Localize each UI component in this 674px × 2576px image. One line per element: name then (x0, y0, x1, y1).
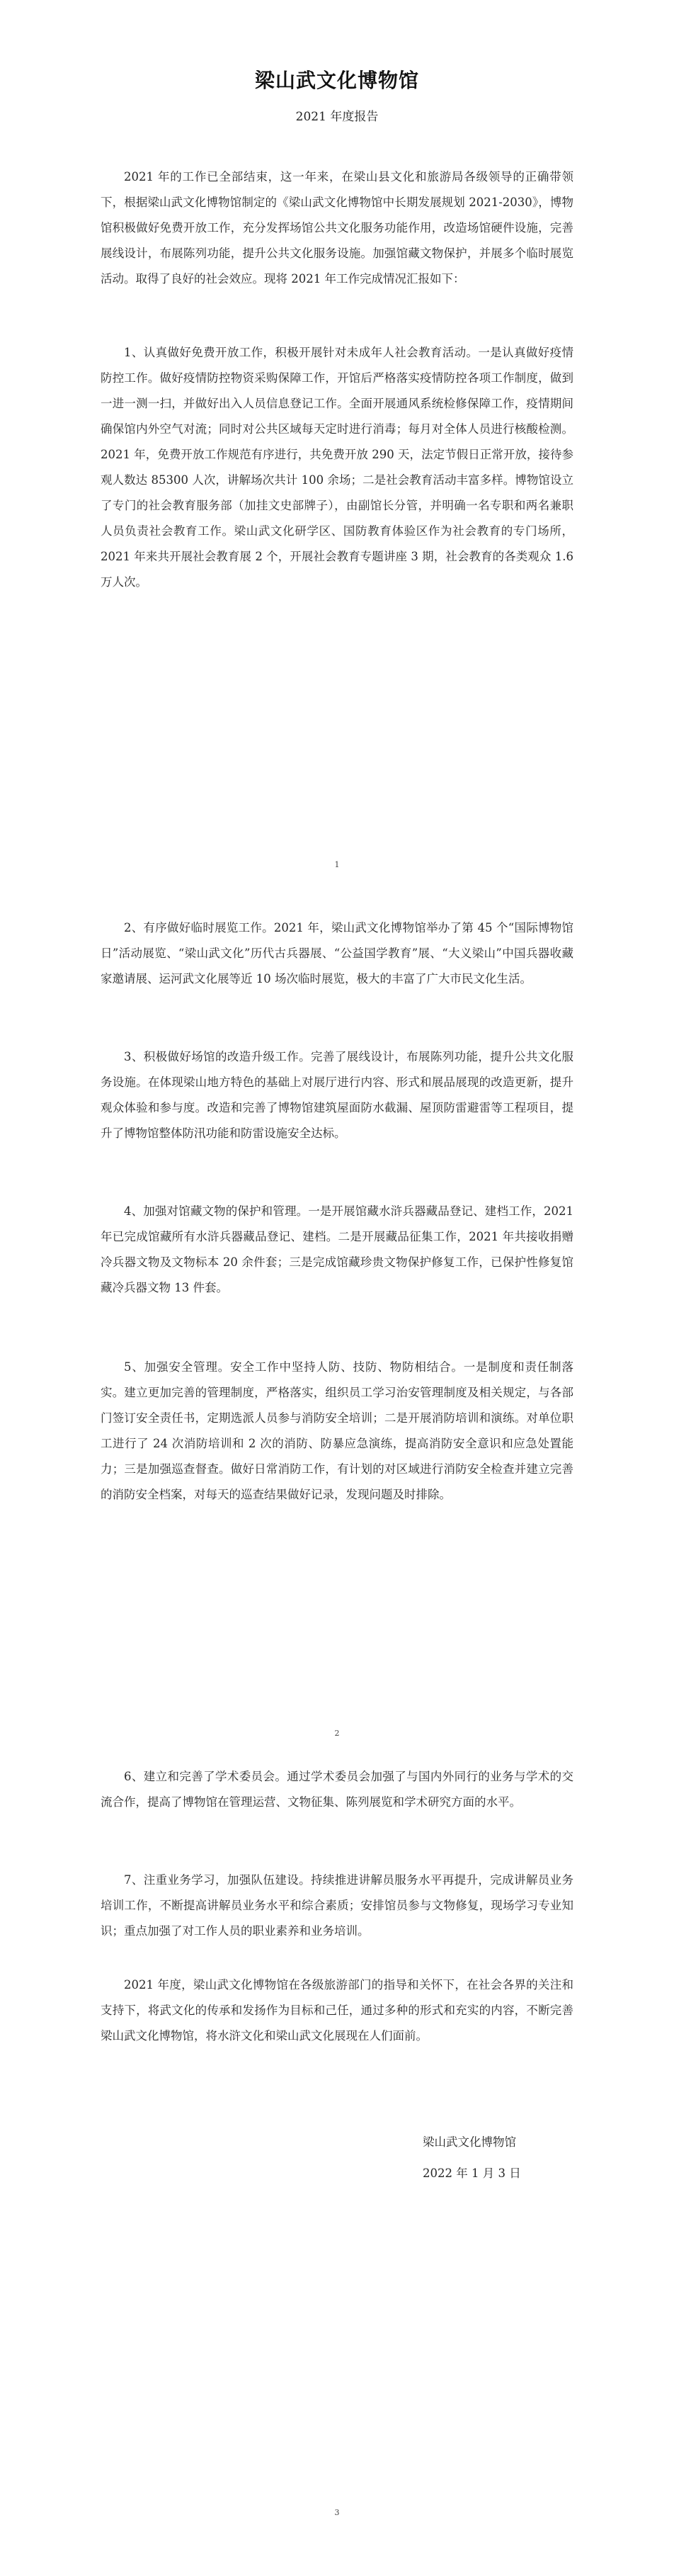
item-2-paragraph: 2、有序做好临时展览工作。2021 年，梁山武文化博物馆举办了第 45 个“国际博物馆日”活动展览、“梁山武文化”历代古兵器展、“公益国学教育”展、“大义梁山”中国兵器收藏家邀请展、运河武文化展等近 10 场次临时展览，极大的丰富了广大市民文化生活。 (101, 921, 573, 985)
signature-date: 2022 年 1 月 3 日 (423, 2167, 521, 2180)
page-number: 2 (334, 1729, 340, 1738)
page-number: 1 (334, 860, 340, 869)
signature-org: 梁山武文化博物馆 (423, 2135, 516, 2149)
item-5-paragraph: 5、加强安全管理。安全工作中坚持人防、技防、物防相结合。一是制度和责任制落实。建立更加完善的管理制度，严格落实，组织员工学习治安管理制度及相关规定，与各部门签订安全责任书，定期选派人员参与消防安全培训；二是开展消防培训和演练。对单位职工进行了 24 次消防培训和 2 次的消防、防暴应急演练，提高消防安全意识和应急处置能力；三是加强巡查督查。做好日常消防工作，有计划的对区域进行消防安全检查并建立完善的消防安全档案，对每天的巡查结果做好记录，发现问题及时排除。 (101, 1360, 573, 1501)
document-title: 梁山武文化博物馆 (254, 69, 419, 92)
page-number: 3 (334, 2508, 340, 2517)
closing-paragraph: 2021 年度，梁山武文化博物馆在各级旅游部门的指导和关怀下，在社会各界的关注和支持下，将武文化的传承和发扬作为目标和己任，通过多种的形式和充实的内容，不断完善梁山武文化博物馆，将水浒文化和梁山武文化展现在人们面前。 (101, 1978, 573, 2043)
item-7-paragraph: 7、注重业务学习，加强队伍建设。持续推进讲解员服务水平再提升，完成讲解员业务培训工作，不断提高讲解员业务水平和综合素质；安排馆员参与文物修复，现场学习专业知识；重点加强了对工作人员的职业素养和业务培训。 (101, 1873, 573, 1938)
item-1-paragraph: 1、认真做好免费开放工作，积极开展针对未成年人社会教育活动。一是认真做好疫情防控工作。做好疫情防控物资采购保障工作，开馆后严格落实疫情防控各项工作制度，做到一进一测一扫，并做好出入人员信息登记工作。全面开展通风系统检修保障工作，疫情期间确保馆内外空气对流；同时对公共区域每天定时进行消毒；每月对全体人员进行核酸检测。2021 年，免费开放工作规范有序进行，共免费开放 290 天，法定节假日正常开放，接待参观人数达 85300 人次，讲解场次共计 100 余场；二是社会教育活动丰富多样。博物馆设立了专门的社会教育服务部（加挂文史部牌子），由副馆长分管，并明确一名专职和两名兼职人员负责社会教育工作。梁山武文化研学区、国防教育体验区作为社会教育的专门场所，2021 年来共开展社会教育展 2 个，开展社会教育专题讲座 3 期，社会教育的各类观众 1.6 万人次。 (101, 346, 573, 589)
document-subtitle: 2021 年度报告 (295, 110, 379, 124)
intro-paragraph: 2021 年的工作已全部结束，这一年来，在梁山县文化和旅游局各级领导的正确带领下，根据梁山武文化博物馆制定的《梁山武文化博物馆中长期发展规划 2021-2030》，博物馆积极做好免费开放工作，充分发挥场馆公共文化服务功能作用，改造场馆硬件设施，完善展线设计，布展陈列功能，提升公共文化服务设施。加强馆藏文物保护，并展多个临时展览活动。取得了良好的社会效应。现将 2021 年工作完成情况汇报如下： (101, 170, 573, 286)
item-6-paragraph: 6、建立和完善了学术委员会。通过学术委员会加强了与国内外同行的业务与学术的交流合作，提高了博物馆在管理运营、文物征集、陈列展览和学术研究方面的水平。 (101, 1770, 573, 1809)
item-3-paragraph: 3、积极做好场馆的改造升级工作。完善了展线设计，布展陈列功能，提升公共文化服务设施。在体现梁山地方特色的基础上对展厅进行内容、形式和展品展现的改造更新，提升观众体验和参与度。改造和完善了博物馆建筑屋面防水截漏、屋顶防雷避雷等工程项目，提升了博物馆整体防汛功能和防雷设施安全达标。 (101, 1050, 573, 1140)
item-4-paragraph: 4、加强对馆藏文物的保护和管理。一是开展馆藏水浒兵器藏品登记、建档工作，2021 年已完成馆藏所有水浒兵器藏品登记、建档。二是开展藏品征集工作，2021 年共接收捐赠冷兵器文物及文物标本 20 余件套；三是完成馆藏珍贵文物保护修复工作，已保护性修复馆藏冷兵器文物 13 件套。 (101, 1204, 573, 1294)
